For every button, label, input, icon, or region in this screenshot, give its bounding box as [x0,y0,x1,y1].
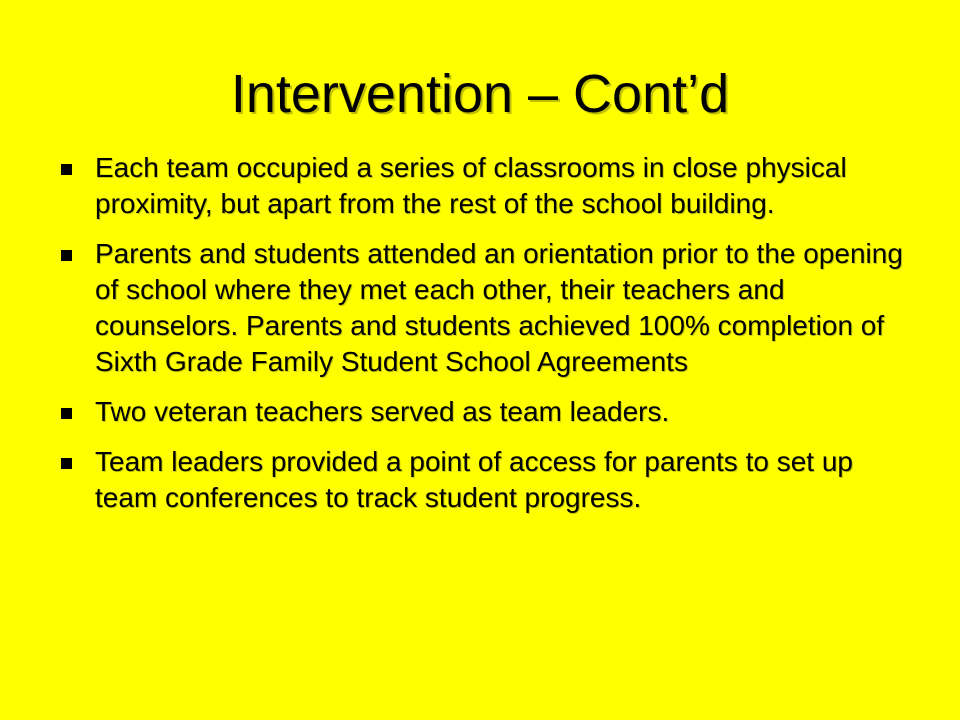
bullet-item [58,236,908,380]
bullet-text: Each team occupied a series of classrooms in close physical proximity, but apart from the rest of the school building. [95,152,847,219]
slide-title: Intervention – Cont’d [230,64,730,124]
bullet-text: Parents and students attended an orientation prior to the opening of school where they met each other, their teachers and counselors. Parents and students achieved 100% completion of Sixth Grade Family Student School Agreements [95,238,903,377]
bullet-item [58,150,908,222]
bullet-item [58,444,908,516]
bullet-text: Team leaders provided a point of access for parents to set up team conferences to track student progress. [95,446,853,513]
bullet-text: Two veteran teachers served as team leaders. [95,396,670,427]
square-bullet-icon [61,250,72,261]
square-bullet-icon [61,408,72,419]
bullet-item [58,394,908,430]
square-bullet-icon [61,164,72,175]
bullet-list [58,150,908,530]
square-bullet-icon [61,458,72,469]
